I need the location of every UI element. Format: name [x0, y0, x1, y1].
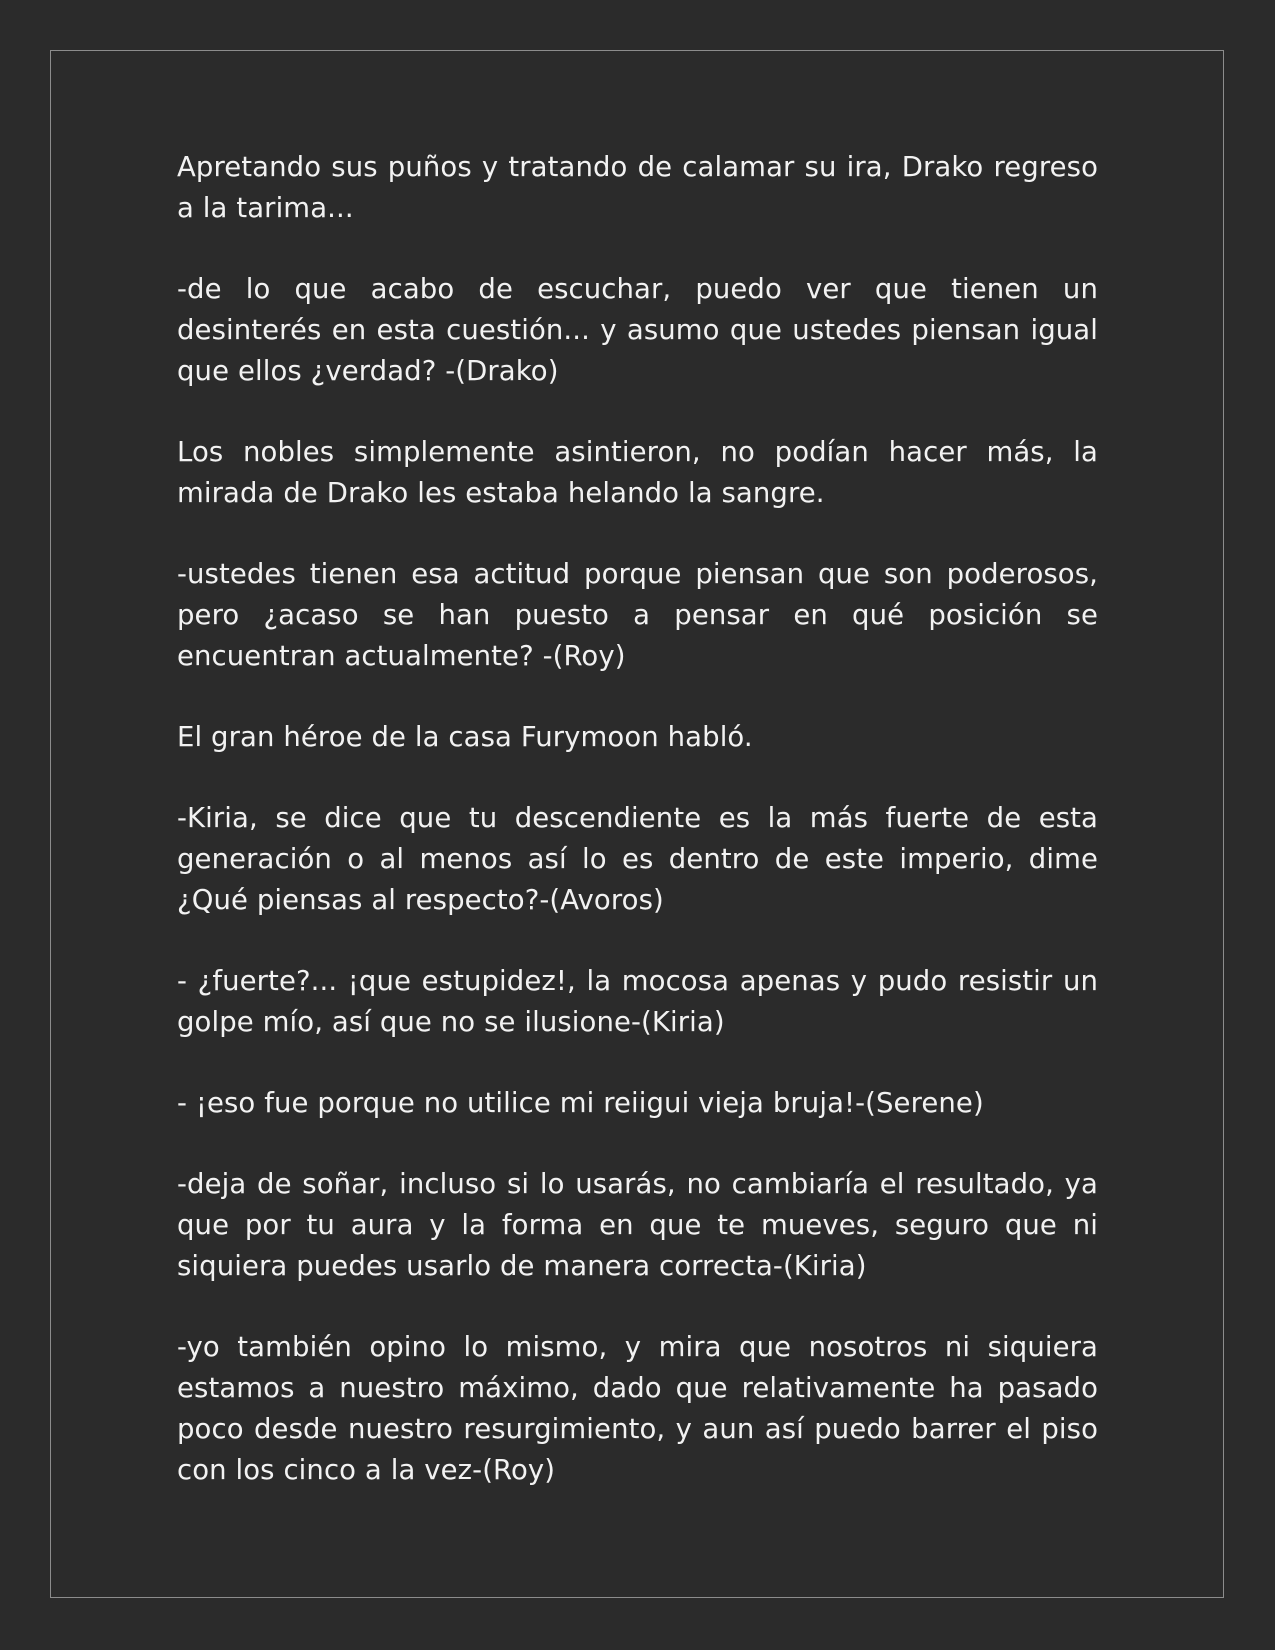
- paragraph: - ¿fuerte?... ¡que estupidez!, la mocosa apenas y pudo resistir un golpe mío, así que no se ilusione-(Kiria): [177, 965, 1098, 1038]
- paragraph: Los nobles simplemente asintieron, no podían hacer más, la mirada de Drako les estaba helando la sangre.: [177, 436, 1098, 509]
- paragraph: Apretando sus puños y tratando de calamar su ira, Drako regreso a la tarima...: [177, 151, 1098, 224]
- paragraph: -de lo que acabo de escuchar, puedo ver que tienen un desinterés en esta cuestión... y asumo que ustedes piensan igual que ellos ¿verdad? -(Drako): [177, 273, 1098, 387]
- paragraph: -deja de soñar, incluso si lo usarás, no cambiaría el resultado, ya que por tu aura y la forma en que te mueves, seguro que ni siquiera puedes usarlo de manera correcta-(Kiria): [177, 1168, 1098, 1282]
- paragraph: -yo también opino lo mismo, y mira que nosotros ni siquiera estamos a nuestro máximo, dado que relativamente ha pasado poco desde nuestro resurgimiento, y aun así puedo barrer el piso con los cinco a la vez-(Roy): [177, 1331, 1098, 1486]
- paragraph: -Kiria, se dice que tu descendiente es la más fuerte de esta generación o al menos así lo es dentro de este imperio, dime ¿Qué piensas al respecto?-(Avoros): [177, 802, 1098, 916]
- story-text: [177, 147, 1098, 1531]
- paragraph: El gran héroe de la casa Furymoon habló.: [177, 721, 753, 753]
- paragraph: -ustedes tienen esa actitud porque piensan que son poderosos, pero ¿acaso se han puesto a pensar en qué posición se encuentran actualmente? -(Roy): [177, 558, 1098, 672]
- paragraph: - ¡eso fue porque no utilice mi reiigui vieja bruja!-(Serene): [177, 1087, 984, 1119]
